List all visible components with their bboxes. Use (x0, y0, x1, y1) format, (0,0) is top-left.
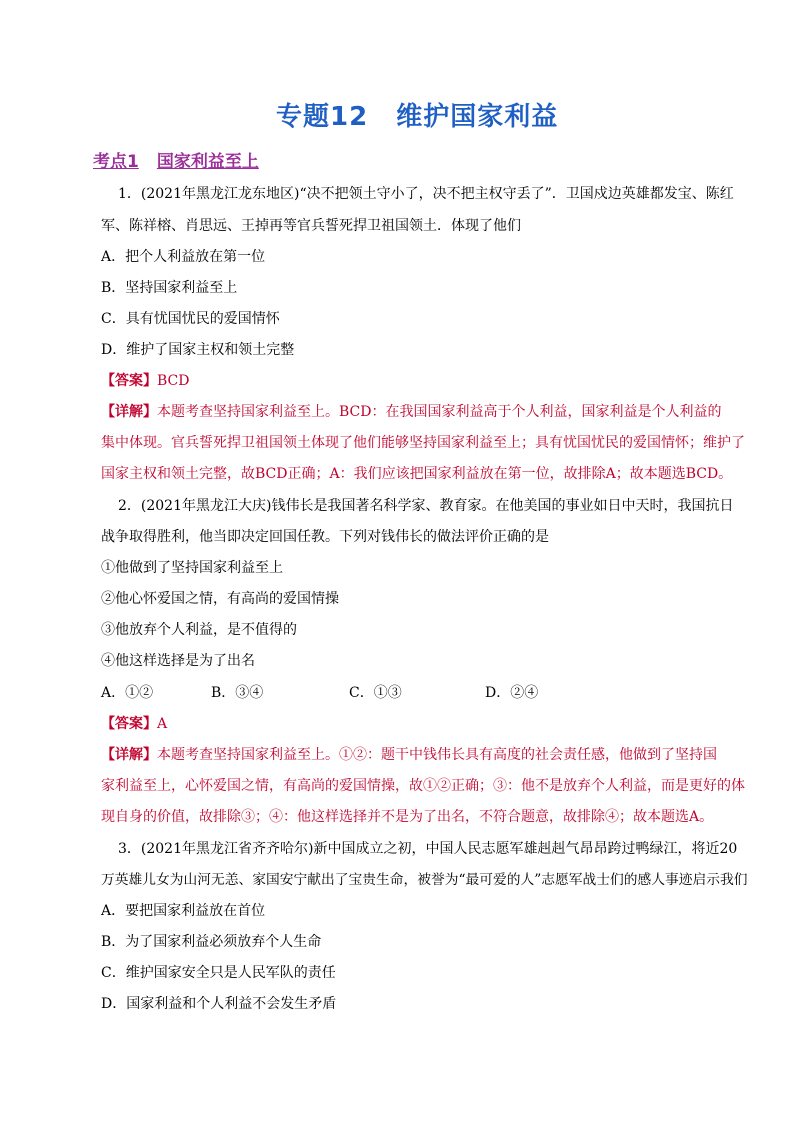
q2-answer (101, 716, 167, 732)
q1-explanation-label: 【详解】 (101, 404, 157, 420)
q1-stem-line-1: 1．(2021年黑龙江龙东地区)“决不把领土守小了，决不把主权守丢了”．卫国戍边英雄都发宝、陈红 (118, 186, 734, 202)
q2-explanation-text-1: 本题考查坚持国家利益至上。①②：题干中钱伟长具有高度的社会责任感，他做到了坚持国 (157, 747, 717, 763)
q1-explanation-line-2: 集中体现。官兵誓死捍卫祖国领土体现了他们能够坚持国家利益至上；具有忧国忧民的爱国情怀；维护了 (101, 435, 745, 451)
q1-answer-value: BCD (157, 373, 190, 389)
q3-stem-line-1: 3．(2021年黑龙江省齐齐哈尔)新中国成立之初，中国人民志愿军雄赳赳气昂昂跨过鸭绿江，将近20 (118, 841, 738, 857)
q3-option-b: B．为了国家利益必须放弃个人生命 (101, 934, 322, 950)
q2-option-a: A．①② (101, 685, 154, 701)
q3-option-a: A．要把国家利益放在首位 (101, 903, 266, 919)
q2-explanation-line-3: 现自身的价值，故排除③；④：他这样选择并不是为了出名，不符合题意，故排除④；故本题选A。 (101, 809, 714, 825)
q2-explanation-line-1 (101, 747, 717, 763)
section-heading (93, 147, 259, 172)
section-name: 国家利益至上 (156, 152, 259, 172)
q1-explanation-line-3: 国家主权和领土完整，故BCD正确；A：我们应该把国家利益放在第一位，故排除A；故本题选BCD。 (101, 466, 733, 482)
q2-statement-1: ①他做到了坚持国家利益至上 (101, 560, 283, 576)
q1-answer (101, 373, 189, 389)
q2-stem-line-1: 2．(2021年黑龙江大庆)钱伟长是我国著名科学家、教育家。在他美国的事业如日中天时，我国抗日 (118, 498, 734, 514)
q2-explanation-line-2: 家利益至上，心怀爱国之情，有高尚的爱国情操，故①②正确；③：他不是放弃个人利益，而是更好的体 (101, 778, 745, 794)
q2-statement-2: ②他心怀爱国之情，有高尚的爱国情操 (101, 591, 339, 607)
q3-option-c: C．维护国家安全只是人民军队的责任 (101, 965, 336, 981)
q2-answer-label: 【答案】 (101, 716, 157, 732)
q1-option-d: D．维护了国家主权和领土完整 (101, 342, 295, 358)
q2-statement-3: ③他放弃个人利益，是不值得的 (101, 622, 297, 638)
document-title (276, 96, 558, 133)
section-number: 考点1 (93, 152, 139, 172)
q2-options-row (101, 685, 538, 701)
q1-option-b: B．坚持国家利益至上 (101, 280, 238, 296)
q1-explanation-line-1 (101, 404, 721, 420)
title-topic-number: 专题12 (276, 102, 369, 132)
q1-stem-line-2: 军、陈祥榕、肖思远、王掉再等官兵誓死捍卫祖国领土．体现了他们 (101, 218, 521, 234)
q3-stem-line-2: 万英雄儿女为山河无恙、家国安宁献出了宝贵生命，被誉为“最可爱的人”志愿军战士们的感人事迹启示我们 (101, 872, 748, 888)
q1-explanation-text-1: 本题考查坚持国家利益至上。BCD：在我国国家利益高于个人利益，国家利益是个人利益的 (157, 404, 722, 420)
q1-option-c: C．具有忧国忧民的爱国情怀 (101, 311, 280, 327)
q1-option-a: A．把个人利益放在第一位 (101, 249, 266, 265)
q3-option-d: D．国家利益和个人利益不会发生矛盾 (101, 996, 337, 1012)
q2-option-b: B．③④ (211, 685, 264, 701)
title-topic-name: 维护国家利益 (396, 102, 559, 132)
q2-stem-line-2: 战争取得胜利，他当即决定回国任教。下列对钱伟长的做法评价正确的是 (101, 529, 549, 545)
q2-statement-4: ④他这样选择是为了出名 (101, 653, 255, 669)
q2-explanation-label: 【详解】 (101, 747, 157, 763)
q2-option-c: C．①③ (349, 685, 402, 701)
q1-answer-label: 【答案】 (101, 373, 157, 389)
q2-answer-value: A (157, 716, 168, 732)
q2-option-d: D．②④ (485, 685, 539, 701)
